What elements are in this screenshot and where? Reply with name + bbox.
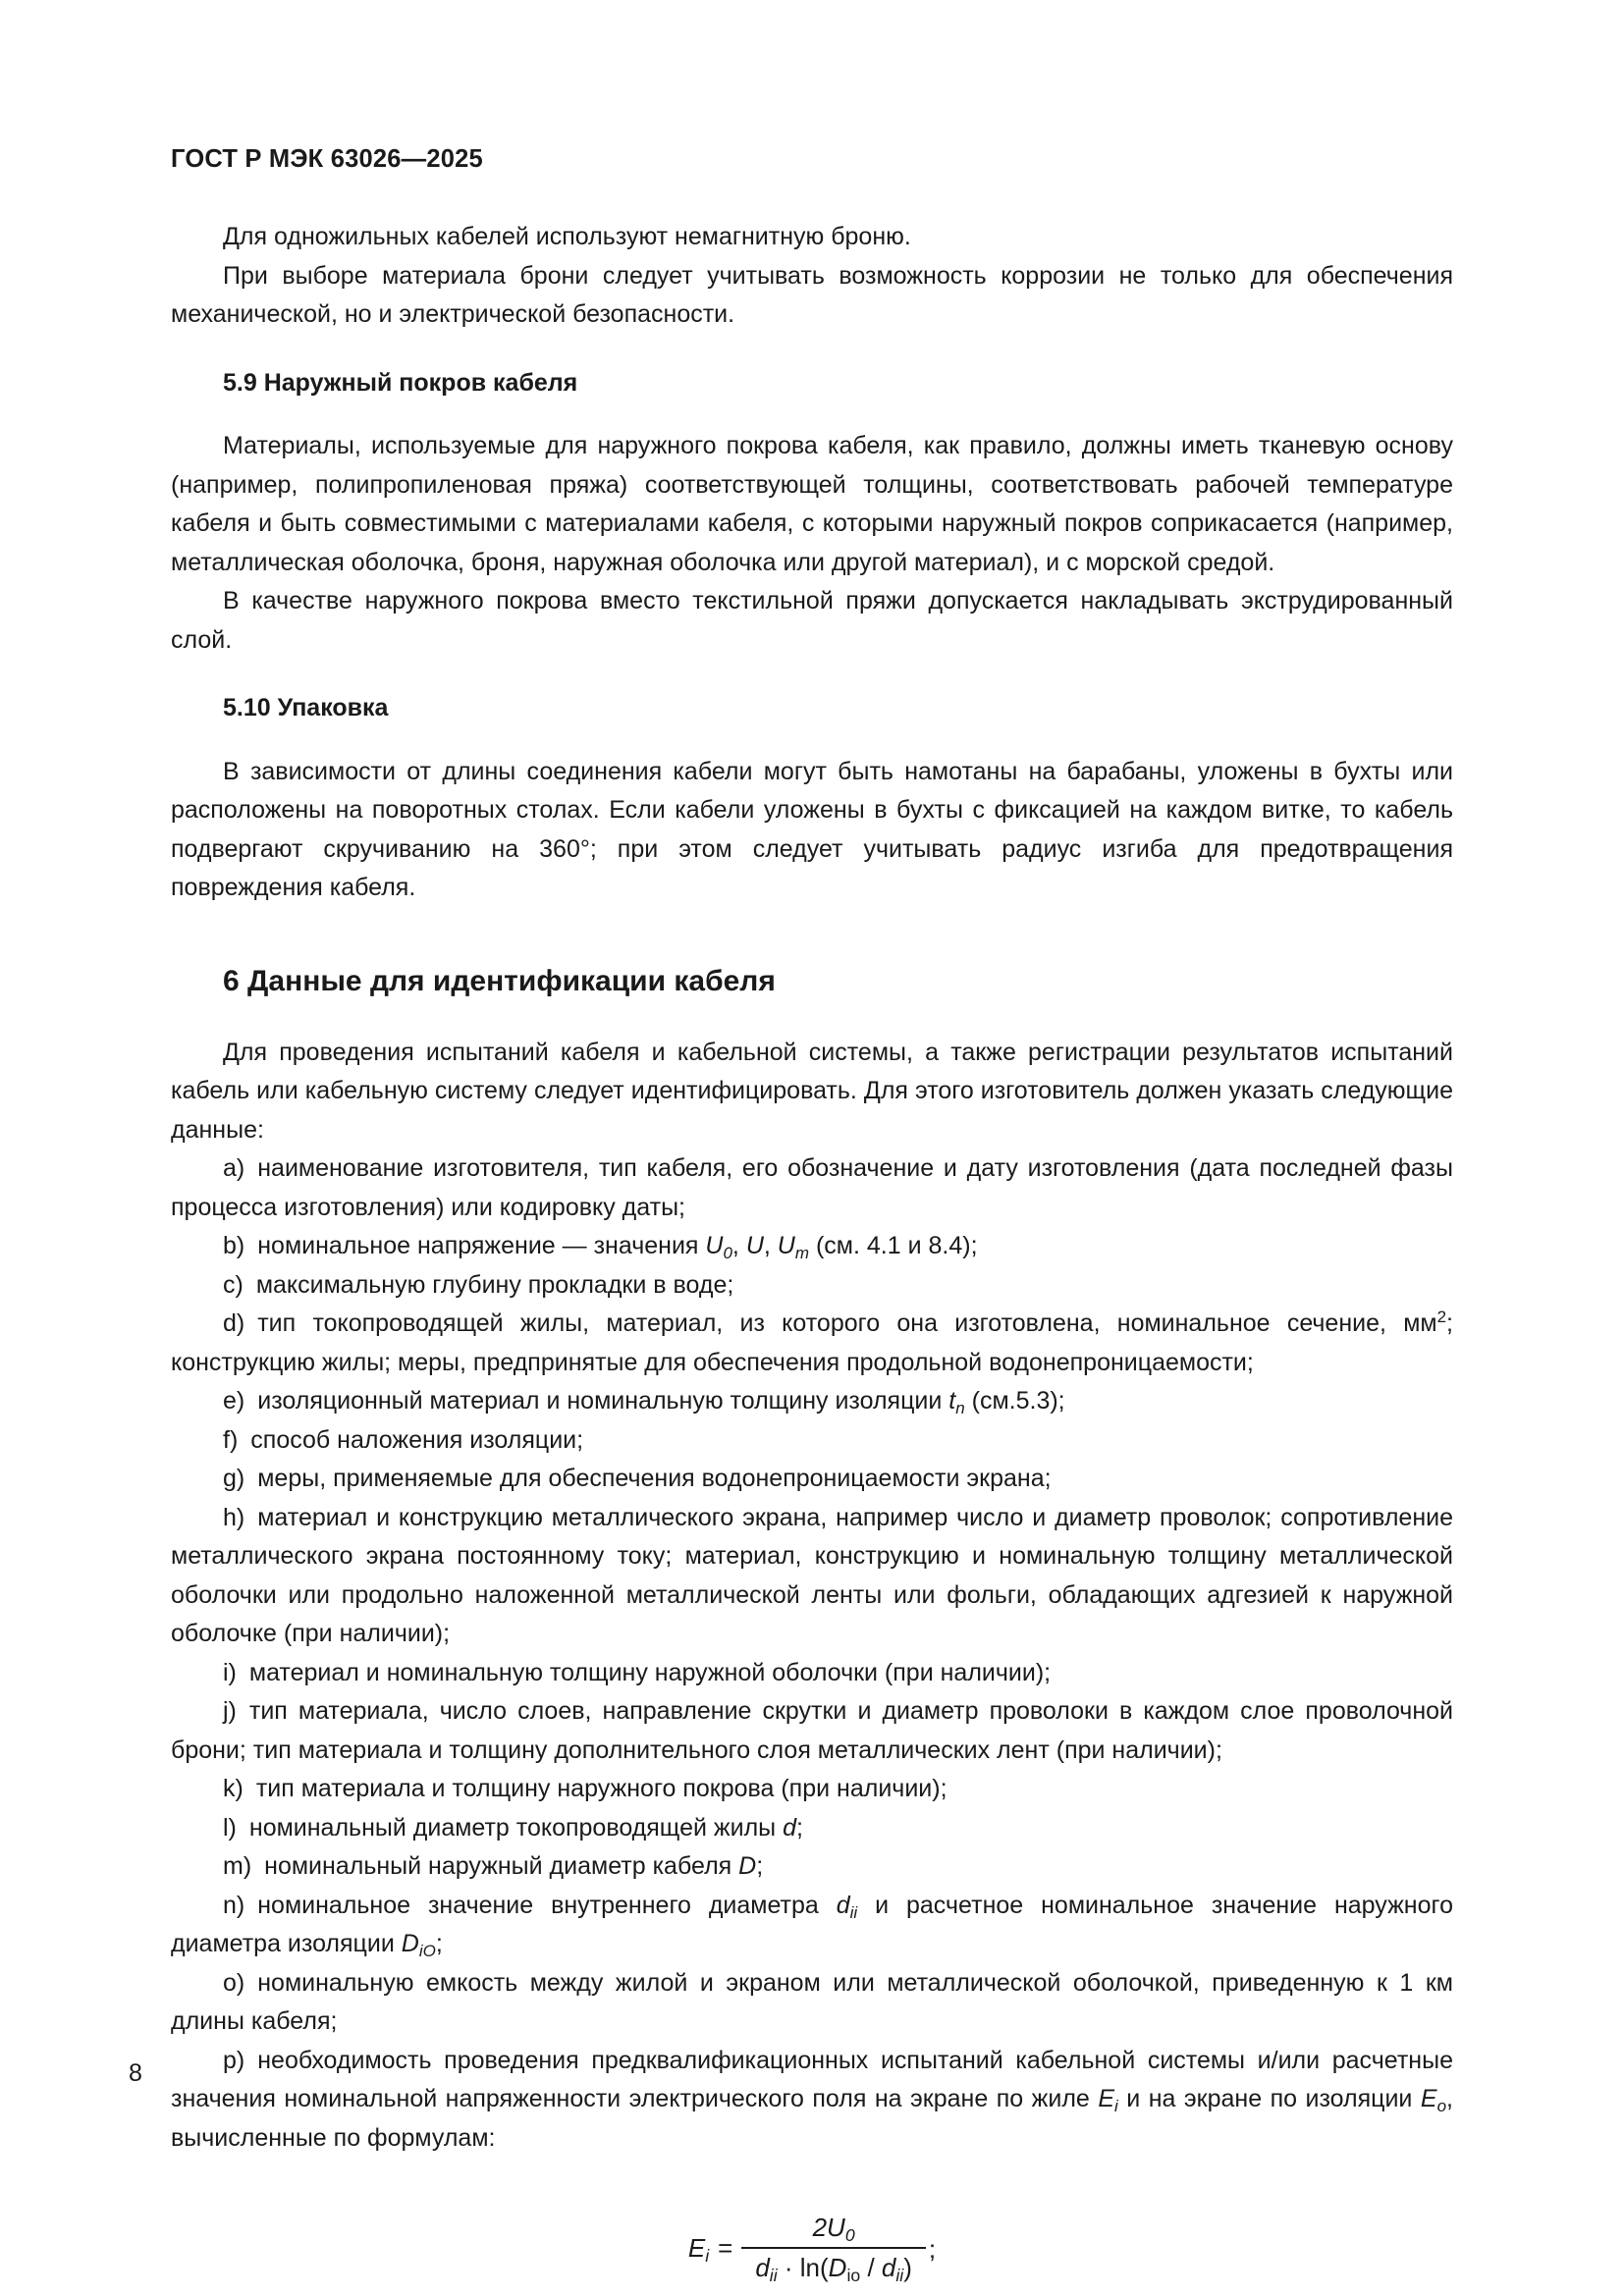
list-text-l-after: ; [796, 1813, 803, 1842]
paragraph-5-9-2: В качестве наружного покрова вместо текстильной пряжи допускается накладывать экструдированный слой. [171, 587, 1453, 654]
page-content [171, 218, 1453, 2283]
spacer [171, 908, 1453, 959]
list-text-n-before: номинальное значение внутреннего диаметра [257, 1891, 837, 1919]
list-text-o: номинальную емкость между жилой и экраном или металлической оболочкой, приведенную к 1 км длины кабеля; [171, 1968, 1453, 2035]
list-marker-j: j) [223, 1697, 237, 1725]
heading-section-6: 6 Данные для идентификации кабеля [223, 964, 776, 997]
list-text-b-after: (см. 4.1 и 8.4); [809, 1232, 978, 1259]
spacer [171, 402, 1453, 427]
list-text-j: тип материала, число слоев, направление скрутки и диаметр проволоки в каждом слое проволочной брони; тип материала и толщину дополнительного слоя металлических лент (при наличии); [171, 1697, 1453, 1764]
list-marker-e: e) [223, 1387, 245, 1415]
formula-block [171, 2213, 1453, 2283]
list-text-n-after: ; [435, 1930, 443, 1957]
formula-trailing-semicolon: ; [928, 2234, 937, 2264]
list-text-g: меры, применяемые для обеспечения водонепроницаемости экрана; [257, 1465, 1052, 1492]
paragraph-single-core: Для одножильных кабелей используют немагнитную броню. [223, 223, 911, 250]
separator-1: , [731, 1232, 746, 1259]
spacer [171, 335, 1453, 364]
formula-lhs: $E_i$ [687, 2232, 710, 2266]
variable-u0: $U_0$ [705, 1232, 732, 1262]
variable-eo: $E_o$ [1420, 2085, 1447, 2115]
variable-dii: $d_{ii}$ [836, 1891, 858, 1922]
formula-numerator: $2U_0$ [812, 2213, 855, 2245]
list-marker-d: d) [223, 1309, 245, 1337]
variable-um: $U_m$ [777, 1232, 810, 1262]
list-text-e-before: изоляционный материал и номинальную толщину изоляции [257, 1387, 949, 1415]
variable-tn: $t_n$ [948, 1387, 965, 1417]
list-item-i [171, 1654, 1453, 1693]
paragraph-5-9-1: Материалы, используемые для наружного покрова кабеля, как правило, должны иметь тканевую основу (например, полипропиленовая пряжа) соответствующей толщины, соответствовать рабочей температуре кабеля и быть совместимыми с материалами кабеля, с которыми наружный покров соприкасается (например, металлическая оболочка, броня, наружная оболочка или другой материал), и с морской средой. [171, 432, 1453, 576]
list-text-a: наименование изготовителя, тип кабеля, его обозначение и дату изготовления (дата последней фазы процесса изготовления) или кодировку даты; [171, 1154, 1453, 1221]
list-item-p [171, 2042, 1453, 2159]
list-marker-a: a) [223, 1154, 245, 1182]
variable-ei: $E_i$ [1098, 2085, 1118, 2115]
list-item-n [171, 1887, 1453, 1964]
paragraph-6-intro: Для проведения испытаний кабеля и кабельной системы, а также регистрации результатов испытаний кабель или кабельную систему следует идентифицировать. Для этого изготовитель должен указать следующие данные: [171, 1038, 1453, 1144]
list-text-i: материал и номинальную толщину наружной оболочки (при наличии); [248, 1658, 1052, 1686]
list-item-f [171, 1421, 1453, 1461]
formula-ei [688, 2213, 936, 2283]
list-text-f: способ наложения изоляции; [250, 1425, 584, 1454]
list-marker-o: o) [223, 1968, 245, 1997]
page-number: 8 [129, 2059, 142, 2087]
list-marker-l: l) [223, 1813, 237, 1842]
list-marker-g: g) [223, 1465, 245, 1492]
list-item-e [171, 1382, 1453, 1421]
list-marker-f: f) [223, 1425, 239, 1454]
spacer [171, 1004, 1453, 1034]
paragraph-corrosion: При выборе материала брони следует учитывать возможность коррозии не только для обеспечения механической, но и электрической безопасности. [171, 261, 1453, 328]
list-item-d [171, 1305, 1453, 1382]
list-marker-n: n) [223, 1891, 245, 1919]
list-text-m-before: номинальный наружный диаметр кабеля [264, 1852, 739, 1880]
list-item-k [171, 1770, 1453, 1809]
separator-2: , [763, 1232, 778, 1259]
list-text-c: максимальную глубину прокладки в воде; [255, 1270, 734, 1299]
list-item-b [171, 1227, 1453, 1266]
list-text-d-after: ; конструкцию жилы; меры, предпринятые для обеспечения продольной водонепроницаемости; [171, 1309, 1453, 1376]
superscript-square: 2 [1436, 1308, 1447, 1327]
list-text-e-after: (см.5.3); [964, 1387, 1065, 1415]
list-text-h: материал и конструкцию металлического экрана, например число и диаметр проволок; сопротивление металлического экрана постоянному току; материал, конструкцию и номинальную толщину металлической оболочки или продольно наложенной металлической ленты или фольги, обладающих адгезией к наружной оболочке (при наличии); [171, 1503, 1453, 1647]
list-text-l-before: номинальный диаметр токопроводящей жилы [248, 1813, 784, 1842]
list-marker-c: c) [223, 1270, 244, 1299]
list-marker-p: p) [223, 2046, 245, 2074]
list-item-h [171, 1499, 1453, 1654]
list-marker-i: i) [223, 1658, 237, 1686]
variable-u: U [745, 1232, 764, 1259]
list-text-p-after: , вычисленные по формулам: [171, 2085, 1453, 2152]
paragraph-5-10-1: В зависимости от длины соединения кабели могут быть намотаны на барабаны, уложены в бухты или расположены на поворотных столах. Если кабели уложены в бухты с фиксацией на каждом витке, то кабель подвергают скручиванию на 360°; при этом следует учитывать радиус изгиба для предотвращения повреждения кабеля. [171, 757, 1453, 901]
variable-dio: $D_{iO}$ [401, 1930, 436, 1960]
formula-fraction [741, 2213, 926, 2283]
list-item-m [171, 1847, 1453, 1887]
spacer [171, 660, 1453, 689]
list-text-d-before: тип токопроводящей жилы, материал, из которого она изготовлена, номинальное сечение, мм [257, 1309, 1437, 1337]
spacer [171, 728, 1453, 753]
list-item-a [171, 1149, 1453, 1227]
list-marker-h: h) [223, 1503, 245, 1531]
heading-5-10: 5.10 Упаковка [223, 694, 389, 721]
list-item-j [171, 1692, 1453, 1770]
variable-d-cap: D [738, 1852, 757, 1880]
list-text-k: тип материала и толщину наружного покрова (при наличии); [255, 1775, 947, 1802]
list-text-p-mid: и на экране по изоляции [1117, 2085, 1421, 2112]
list-text-p-before: необходимость проведения предквалификационных испытаний кабельной системы и/или расчетные значения номинальной напряженности электрического поля на экране по жиле [171, 2046, 1453, 2112]
heading-5-9: 5.9 Наружный покров кабеля [223, 368, 578, 397]
list-item-l [171, 1809, 1453, 1848]
list-marker-m: m) [223, 1852, 252, 1880]
list-item-g [171, 1460, 1453, 1499]
list-item-c [171, 1266, 1453, 1306]
list-text-b-before: номинальное напряжение — значения [257, 1232, 706, 1259]
list-marker-b: b) [223, 1232, 245, 1259]
formula-equals: = [718, 2232, 733, 2263]
formula-denominator: $d_{ii} \cdot \ln(D_{io} / d_{ii})$ [755, 2253, 912, 2285]
list-item-o [171, 1964, 1453, 2042]
variable-d: d [783, 1813, 796, 1842]
standard-header: ГОСТ Р МЭК 63026—2025 [171, 145, 483, 173]
list-text-m-after: ; [756, 1852, 764, 1880]
list-text-n-mid: и расчетное номинальное значение наружного диаметра изоляции [171, 1891, 1453, 1957]
list-marker-k: k) [223, 1775, 244, 1802]
